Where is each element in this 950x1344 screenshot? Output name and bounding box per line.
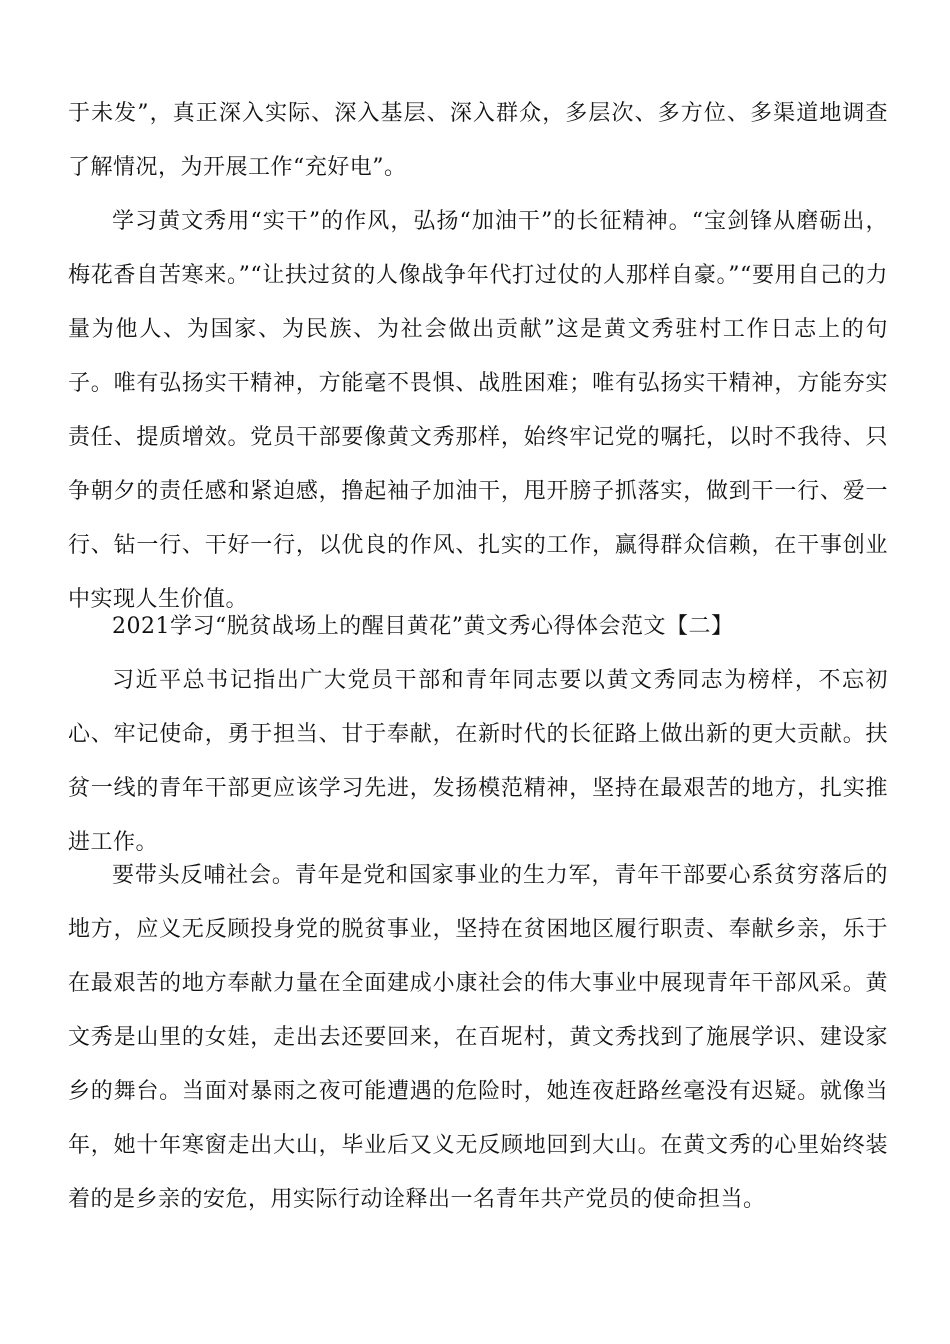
- body-paragraph-1: 学习黄文秀用“实干”的作风，弘扬“加油干”的长征精神。“宝剑锋从磨砺出，梅花香自苦寒来。”“让扶过贫的人像战争年代打过仗的人那样自豪。”“要用自己的力量为他人、为国家、为民族、为社会做出贡献”这是黄文秀驻村工作日志上的句子。唯有弘扬实干精神，方能毫不畏惧、战胜困难；唯有弘扬实干精神，方能夯实责任、提质增效。党员干部要像黄文秀那样，始终牢记党的嘱托，以时不我待、只争朝夕的责任感和紧迫感，撸起袖子加油干，甩开膀子抓落实，做到干一行、爱一行、钻一行、干好一行，以优良的作风、扎实的工作，赢得群众信赖，在干事创业中实现人生价值。: [68, 209, 888, 612]
- section-heading: 2021学习“脱贫战场上的醒目黄花”黄文秀心得体会范文【二】: [112, 614, 734, 639]
- continued-paragraph: 于未发”，真正深入实际、深入基层、深入群众，多层次、多方位、多渠道地调查了解情况，为开展工作“充好电”。: [68, 101, 888, 180]
- body-paragraph-3: 要带头反哺社会。青年是党和国家事业的生力军，青年干部要心系贫穷落后的地方，应义无反顾投身党的脱贫事业，坚持在贫困地区履行职责、奉献乡亲，乐于在最艰苦的地方奉献力量在全面建成小康社会的伟大事业中展现青年干部风采。黄文秀是山里的女娃，走出去还要回来，在百坭村，黄文秀找到了施展学识、建设家乡的舞台。当面对暴雨之夜可能遭遇的危险时，她连夜赶路丝毫没有迟疑。就像当年，她十年寒窗走出大山，毕业后又义无反顾地回到大山。在黄文秀的心里始终装着的是乡亲的安危，用实际行动诠释出一名青年共产党员的使命担当。: [68, 863, 888, 1212]
- body-paragraph-2: 习近平总书记指出广大党员干部和青年同志要以黄文秀同志为榜样，不忘初心、牢记使命，勇于担当、甘于奉献，在新时代的长征路上做出新的更大贡献。扶贫一线的青年干部更应该学习先进，发扬模范精神，坚持在最艰苦的地方，扎实推进工作。: [68, 668, 888, 855]
